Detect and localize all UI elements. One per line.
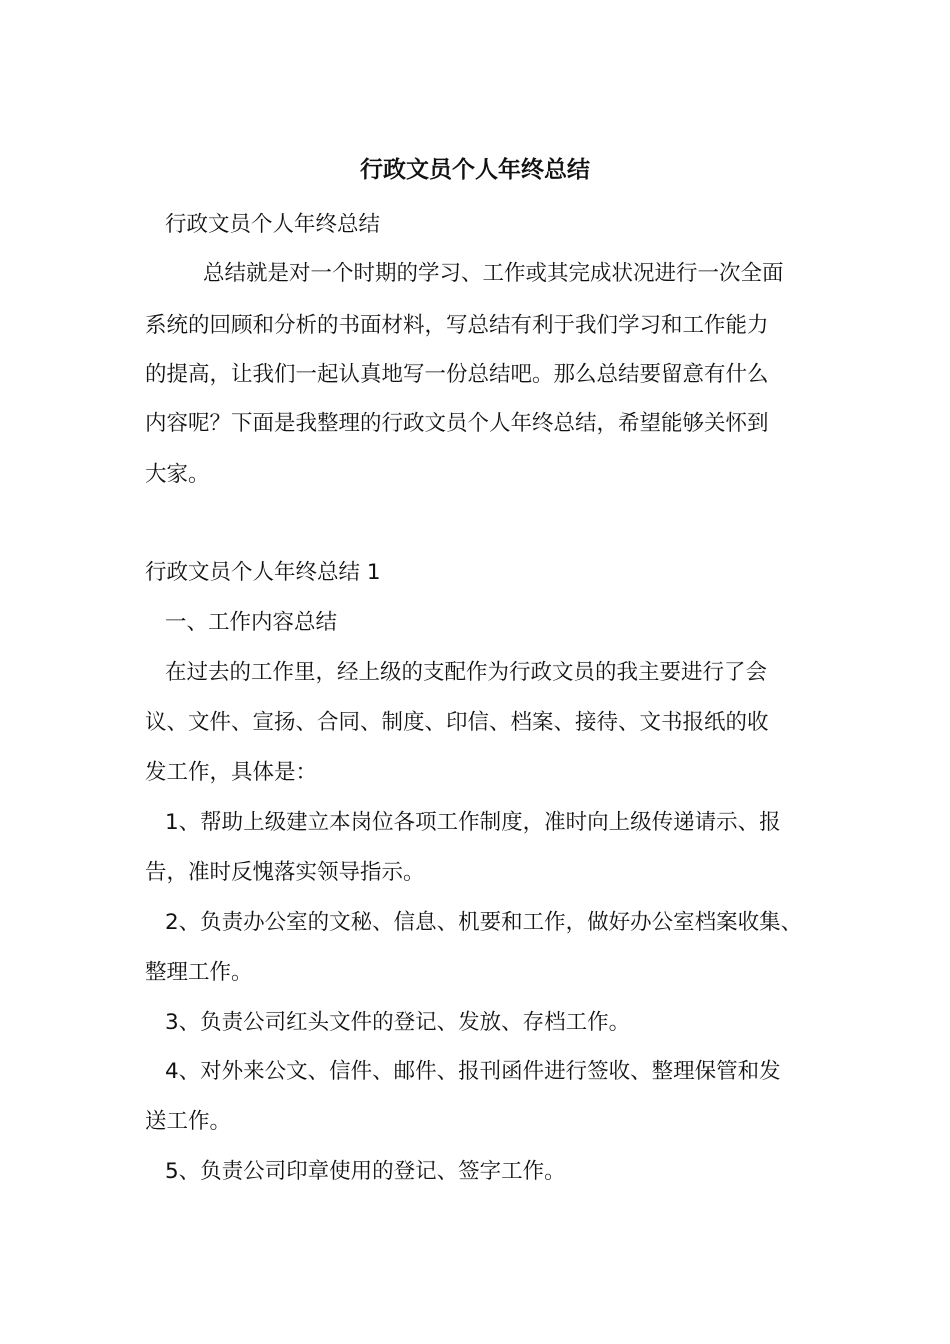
body-line: 在过去的工作里，经上级的支配作为行政文员的我主要进行了会 (165, 660, 768, 685)
part-heading: 一、工作内容总结 (165, 610, 338, 635)
list-item: 5、负责公司印章使用的登记、签字工作。 (165, 1159, 566, 1184)
body-line: 整理工作。 (145, 960, 253, 985)
document-title: 行政文员个人年终总结 (360, 157, 590, 183)
body-line: 送工作。 (145, 1109, 232, 1134)
intro-line: 大家。 (145, 462, 210, 487)
intro-line: 的提高，让我们一起认真地写一份总结吧。那么总结要留意有什么 (145, 362, 769, 387)
list-item: 4、对外来公文、信件、邮件、报刊函件进行签收、整理保管和发 (165, 1059, 781, 1084)
intro-line: 系统的回顾和分析的书面材料，写总结有利于我们学习和工作能力 (145, 313, 769, 338)
body-line: 议、文件、宣扬、合同、制度、印信、档案、接待、文书报纸的收 (145, 710, 769, 735)
list-item: 1、帮助上级建立本岗位各项工作制度，准时向上级传递请示、报 (165, 810, 781, 835)
list-item: 3、负责公司红头文件的登记、发放、存档工作。 (165, 1010, 631, 1035)
intro-line: 内容呢？下面是我整理的行政文员个人年终总结，希望能够关怀到 (145, 411, 769, 436)
intro-line: 总结就是对一个时期的学习、工作或其完成状况进行一次全面 (203, 261, 784, 286)
section-heading: 行政文员个人年终总结 1 (145, 560, 381, 585)
list-item: 2、负责办公室的文秘、信息、机要和工作，做好办公室档案收集、 (165, 910, 803, 935)
body-line: 告，准时反愧落实领导指示。 (145, 860, 425, 885)
document-subtitle: 行政文员个人年终总结 (165, 212, 381, 237)
body-line: 发工作，具体是： (145, 760, 318, 785)
